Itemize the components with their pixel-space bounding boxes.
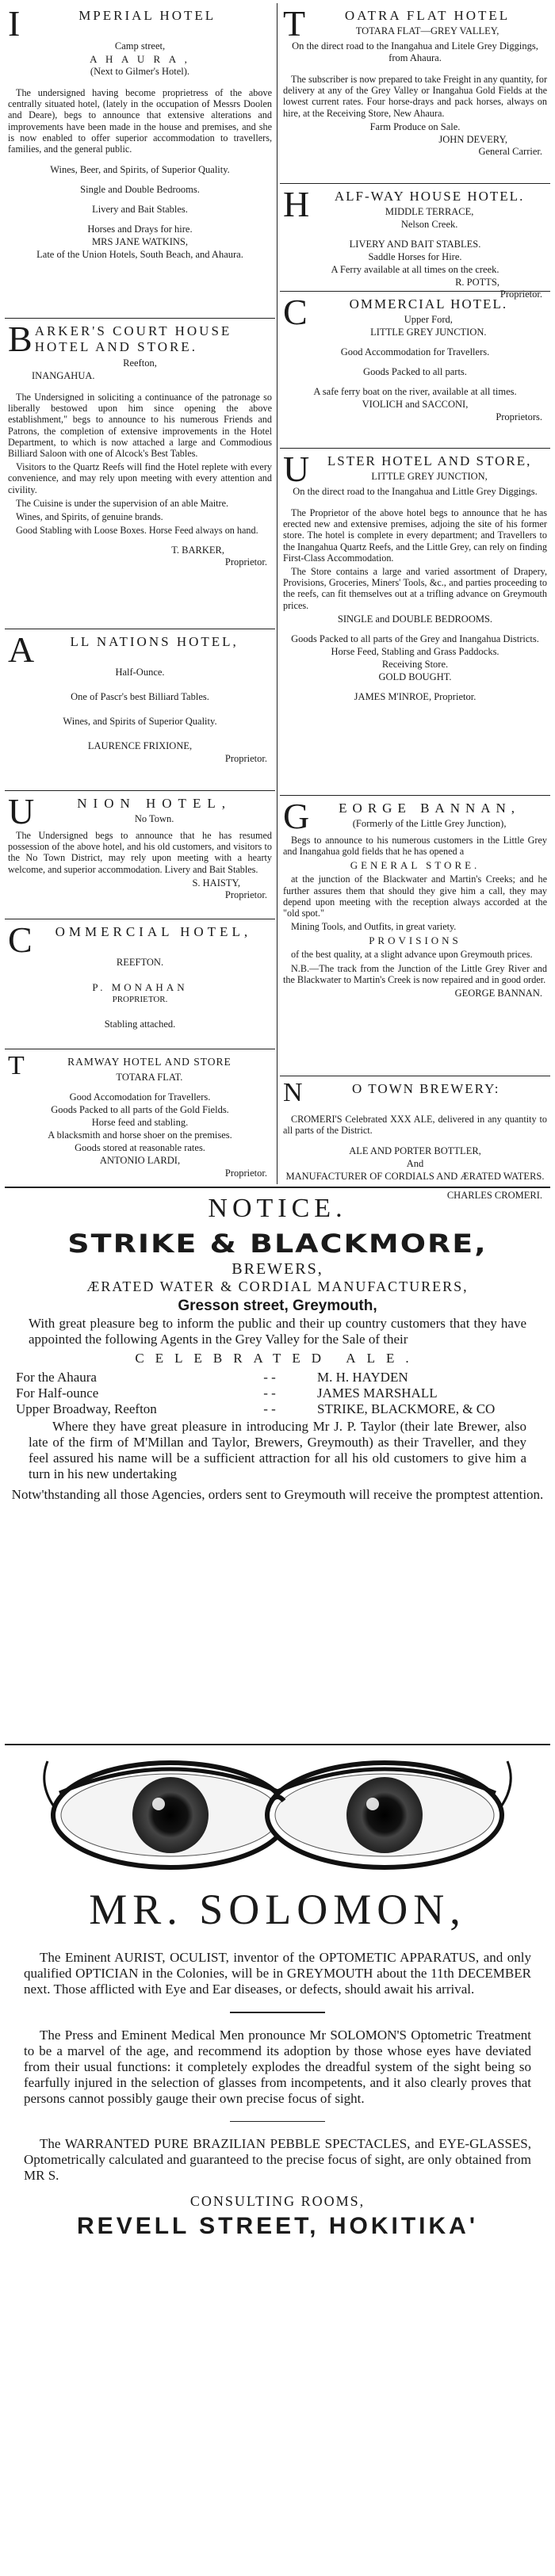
ad-body: The subscriber is now prepared to take Freight in any quantity, for delivery at any of the Grey Valley or Inangahua Gold Fields at the lowest current rates. Four horse-drays and pack horses, always on hire, at the Receiving Store, New Ahaura. bbox=[283, 74, 547, 119]
ad-sig-title: Proprietor. bbox=[224, 556, 267, 568]
ad-sig-note: Late of the Union Hotels, South Beach, and Ahaura. bbox=[36, 249, 243, 261]
ad-line: Horse feed and stabling. bbox=[91, 1117, 189, 1128]
section-divider bbox=[5, 1744, 550, 1745]
ad-body: The Cuisine is under the supervision of an able Maitre. bbox=[16, 497, 229, 509]
ad-body: CROMERI'S Celebrated XXX ALE, delivered in any quantity to all parts of the District. bbox=[283, 1114, 547, 1137]
advertisement-columns bbox=[5, 3, 550, 1202]
ad-body: of the best quality, at a slight advance upon Greymouth prices. bbox=[291, 949, 533, 961]
ad-sig-title: Proprietor. bbox=[224, 889, 267, 900]
ad-sig-title: General Carrier. bbox=[478, 145, 542, 157]
firm-name: STRIKE & BLACKMORE, bbox=[67, 1229, 488, 1259]
ad-half-way-house-hotel bbox=[280, 184, 550, 300]
ad-body: The Proprietor of the above hotel begs to announce that he has erected new and extensive premises, adjoing the site of his former store. The hotel is complete in every department; and Travellers to the Inangahua Quartz Reefs, and the Little Grey, can rely on finding First-Class Accommodation. bbox=[283, 507, 547, 564]
solomon-para: The Eminent AURIST, OCULIST, inventor of the OPTOMETIC APPARATUS, and only qualified OPTICIAN in the Colonies, will be in GREYMOUTH about the 11th DECEMBER next. Those afflicted with Eye and Ear diseases, or defects, should await his arrival. bbox=[24, 1950, 531, 1997]
section-divider bbox=[230, 2121, 325, 2123]
ad-line: INANGAHUA. bbox=[32, 370, 95, 381]
agent-row bbox=[16, 1370, 539, 1385]
ad-body: Good Stabling with Loose Boxes. Horse Feed always on hand. bbox=[16, 525, 258, 537]
ad-signature: CHARLES CROMERI. bbox=[446, 1190, 542, 1202]
agent-row bbox=[16, 1385, 539, 1401]
ad-line: On the direct road to the Inangahua and Litele Grey Diggings, from Ahaura. bbox=[292, 40, 538, 63]
ad-union-hotel bbox=[5, 791, 275, 919]
ad-line: P. MONAHAN bbox=[92, 981, 188, 993]
agents-table bbox=[16, 1370, 539, 1417]
ad-line: Half-Ounce. bbox=[115, 667, 165, 678]
ad-sig-title: Proprietor. bbox=[224, 1168, 267, 1179]
ad-line: Horse Feed, Stabling and Grass Paddocks. bbox=[331, 645, 500, 657]
ad-title: G EORGE BANNAN, bbox=[283, 796, 521, 836]
ad-signature: VIOLICH and SACCONI, bbox=[362, 399, 469, 410]
ad-line: TOTARA FLAT. bbox=[116, 1072, 183, 1083]
ad-line: Good Accommodation for Travellers. bbox=[340, 346, 490, 357]
ad-title: A LL NATIONS HOTEL, bbox=[8, 629, 239, 670]
firm-sub-brewers: BREWERS, bbox=[232, 1260, 323, 1278]
ad-line: Wines, and Spirits of Superior Quality. bbox=[63, 716, 217, 727]
section-divider bbox=[230, 2012, 325, 2013]
ad-body: Mining Tools, and Outfits, in great variety. bbox=[291, 921, 457, 933]
ad-title: C OMMERCIAL HOTEL, bbox=[8, 919, 252, 960]
ad-line: MANUFACTURER OF CORDIALS AND ÆRATED WATERS. bbox=[285, 1171, 545, 1183]
ad-body: Wines, and Spirits, of genuine brands. bbox=[16, 511, 163, 523]
ad-body: The Undersigned in soliciting a continuance of the patronage so liberally bestowed upon him since opening the above establishment," begs to announce to his numerous Friends and Patrons, the completion of extensive improvements in the Hotel Department, to which is now attached a large and Commodious Billiard Saloon with one of Alcock's Best Tables. bbox=[8, 392, 272, 460]
ad-title: N O TOWN BREWERY: bbox=[283, 1078, 500, 1107]
ad-title: H ALF-WAY HOUSE HOTEL. bbox=[283, 184, 525, 224]
ad-body: Begs to announce to his numerous customers in the Little Grey and Inangahua gold fields that he has opened a bbox=[283, 835, 547, 858]
ad-line: No Town. bbox=[134, 813, 174, 824]
ad-ulster-hotel bbox=[280, 449, 550, 796]
consulting-rooms: CONSULTING ROOMS, bbox=[189, 2193, 366, 2209]
ad-line: Goods Packed to all parts of the Grey and Inangahua Districts. bbox=[291, 633, 539, 644]
ad-line: A safe ferry boat on the river, available at all times. bbox=[313, 386, 517, 397]
ad-line: Receiving Store. bbox=[381, 658, 449, 670]
ad-title: T RAMWAY HOTEL AND STORE bbox=[8, 1051, 232, 1080]
ad-body: N.B.—The track from the Junction of the Little Grey River and the Blackwater to Martin's Creek is now repaired and in good order. bbox=[283, 962, 547, 985]
ad-line: And bbox=[406, 1158, 424, 1170]
ad-line: Goods Packed to all parts. bbox=[363, 366, 467, 377]
ad-title: C OMMERCIAL HOTEL. bbox=[283, 292, 508, 332]
ad-line: PROPRIETOR. bbox=[112, 995, 168, 1004]
ad-sig-title: Proprietor. bbox=[500, 289, 542, 300]
ad-title: I MPERIAL HOTEL bbox=[8, 3, 216, 44]
ad-sig-title: Proprietor. bbox=[224, 753, 267, 764]
ad-signature: JOHN DEVERY, bbox=[438, 133, 507, 145]
ad-signature: GEORGE BANNAN. bbox=[454, 988, 542, 999]
ad-sig-title: Proprietors. bbox=[496, 411, 542, 422]
firm-address: Gresson street, Greymouth, bbox=[178, 1298, 377, 1314]
ad-line: Goods stored at reasonable rates. bbox=[75, 1142, 205, 1153]
ad-imperial-hotel bbox=[5, 3, 275, 319]
ad-signature: S. HAISTY, bbox=[192, 877, 240, 889]
ad-commercial-hotel-reefton bbox=[5, 919, 275, 1049]
ad-line: TOTARA FLAT—GREY VALLEY, bbox=[355, 25, 500, 36]
ad-line: Goods Packed to all parts of the Gold Fields. bbox=[51, 1104, 229, 1115]
ad-title: U LSTER HOTEL AND STORE, bbox=[283, 449, 532, 489]
notice-title: NOTICE. bbox=[208, 1194, 347, 1223]
ad-heading: PROVISIONS bbox=[369, 934, 461, 947]
ad-body: at the junction of the Blackwater and Martin's Creeks; and he further assures them that should they give him a call, they may depend upon meeting with the reception always accorded at the "old spot." bbox=[283, 873, 547, 919]
ad-signature: T. BARKER, bbox=[171, 545, 224, 556]
ad-body: Visitors to the Quartz Reefs will find the Hotel replete with every convenience, and may rely upon meeting with every attention and civility. bbox=[8, 461, 272, 495]
agent-dash: - - bbox=[263, 1370, 276, 1385]
agent-place: For the Ahaura bbox=[16, 1370, 97, 1385]
solomon-para: The WARRANTED PURE BRAZILIAN PEBBLE SPECTACLES, and EYE-GLASSES, Optometrically calculated and guaranteed to the precise focus of sight, are only obtained from MR S. bbox=[24, 2136, 531, 2183]
ad-line: SINGLE and DOUBLE BEDROOMS. bbox=[337, 613, 493, 625]
ad-line: REEFTON. bbox=[116, 957, 164, 968]
ad-line: Farm Produce on Sale. bbox=[369, 120, 461, 132]
ad-line: Saddle Horses for Hire. bbox=[368, 251, 462, 262]
ad-barkers-hotel bbox=[5, 319, 275, 629]
ad-line: Single and Double Bedrooms. bbox=[80, 184, 200, 196]
ad-line: One of Pascr's best Billiard Tables. bbox=[71, 691, 209, 702]
ad-line: LIVERY AND BAIT STABLES. bbox=[349, 239, 481, 250]
spectacles-eyes-icon bbox=[32, 1753, 523, 1872]
ad-line: A blacksmith and horse shoer on the premises. bbox=[48, 1129, 232, 1141]
agent-place: Upper Broadway, Reefton bbox=[16, 1401, 157, 1416]
agent-name: STRIKE, BLACKMORE, & CO bbox=[317, 1401, 496, 1416]
agent-name: M. H. HAYDEN bbox=[317, 1370, 408, 1385]
ad-all-nations-hotel bbox=[5, 629, 275, 791]
ad-line: Nelson Creek. bbox=[400, 219, 458, 230]
ad-line: ALE AND PORTER BOTTLER, bbox=[349, 1145, 481, 1157]
right-column bbox=[280, 3, 550, 1202]
ad-line: Horses and Drays for hire. bbox=[87, 224, 193, 235]
notice-para: Where they have great pleasure in introducing Mr J. P. Taylor (their late Brewer, also late of the firm of M'Millan and Taylor, Brewers, Greymouth) as their Traveller, and they feel assured his name will be a sufficient attraction for all his old customers to give him a turn in his new undertaking bbox=[29, 1419, 526, 1481]
notice-footer: Notw'thstanding all those Agencies, orders sent to Greymouth will receive the promptest attention. bbox=[11, 1487, 544, 1502]
notice-ale-heading: CELEBRATED ALE. bbox=[135, 1351, 420, 1366]
ad-commercial-hotel-upper-ford bbox=[280, 292, 550, 449]
agent-dash: - - bbox=[263, 1385, 276, 1401]
ad-line: GOLD BOUGHT. bbox=[378, 671, 452, 682]
ad-line: Upper Ford, bbox=[404, 314, 453, 325]
agent-place: For Half-ounce bbox=[16, 1385, 99, 1401]
notice-strike-blackmore bbox=[5, 1189, 550, 1503]
section-divider bbox=[5, 1187, 550, 1188]
solomon-para: The Press and Eminent Medical Men pronounce Mr SOLOMON'S Optometric Treatment to be a marvel of the age, and recommend its adoption by those whose eyes have deviated from their usual functions: it completely explodes the dreadful system of the sight being so fearfully injured in the selection of glasses from incompetents, and it also clearly proves that persons cannot possibly gauge their own precise focus of sight. bbox=[24, 2027, 531, 2106]
ad-line: A H A U R A , bbox=[90, 53, 190, 65]
ad-line: Stabling attached. bbox=[104, 1019, 176, 1030]
ad-george-bannan bbox=[280, 796, 550, 1076]
notice-para: With great pleasure beg to inform the public and their up country customers that they have appointed the following Agents in the Grey Valley for the Sale of their bbox=[29, 1316, 526, 1347]
ad-line: (Next to Gilmer's Hotel). bbox=[90, 66, 190, 77]
solomon-name: MR. SOLOMON, bbox=[89, 1886, 466, 1933]
agent-row bbox=[16, 1401, 539, 1417]
ad-line: LITTLE GREY JUNCTION. bbox=[370, 327, 487, 338]
ad-line: Good Accomodation for Travellers. bbox=[69, 1091, 211, 1103]
ad-title: T OATRA FLAT HOTEL bbox=[283, 3, 511, 44]
ad-title: BARKER'S COURT HOUSE HOTEL AND STORE. bbox=[8, 319, 232, 359]
ad-line: Livery and Bait Stables. bbox=[92, 204, 188, 216]
ad-line: A Ferry available at all times on the creek. bbox=[331, 264, 500, 275]
left-column bbox=[5, 3, 275, 1184]
ad-line: LITTLE GREY JUNCTION, bbox=[371, 471, 488, 482]
firm-sub-manufacturers: ÆRATED WATER & CORDIAL MANUFACTURERS, bbox=[86, 1278, 469, 1294]
agent-dash: - - bbox=[263, 1401, 276, 1416]
ad-line: On the direct road to the Inangahua and Little Grey Diggings. bbox=[293, 486, 538, 497]
ad-signature: ANTONIO LARDI, bbox=[99, 1155, 181, 1166]
ad-line: (Formerly of the Little Grey Junction), bbox=[352, 818, 507, 829]
ad-signature: MRS JANE WATKINS, bbox=[92, 236, 188, 248]
ad-toatra-flat-hotel bbox=[280, 3, 550, 184]
ad-line: Reefton, bbox=[123, 357, 157, 369]
ad-mr-solomon bbox=[5, 1747, 550, 2240]
ad-body: The Store contains a large and varied assortment of Drapery, Provisions, Groceries, Miners' Tools, &c., and parties proceeding to the reefs, can fit themselves out at a trifling advance on Greymouth prices. bbox=[283, 566, 547, 611]
ad-line: Wines, Beer, and Spirits, of Superior Quality. bbox=[50, 164, 230, 176]
newspaper-page bbox=[5, 3, 550, 2573]
ad-title: U NION HOTEL, bbox=[8, 791, 232, 831]
consulting-address: REVELL STREET, HOKITIKA' bbox=[77, 2213, 478, 2239]
ad-signature: JAMES M'INROE, Proprietor. bbox=[354, 690, 477, 702]
ad-line: MIDDLE TERRACE, bbox=[385, 206, 474, 217]
ad-signature: R. POTTS, bbox=[455, 277, 500, 288]
column-rule bbox=[277, 3, 278, 1184]
ad-line: Camp street, bbox=[114, 40, 166, 52]
agent-name: JAMES MARSHALL bbox=[317, 1385, 438, 1401]
ad-heading: GENERAL STORE. bbox=[350, 859, 480, 872]
ad-body: The undersigned having become proprietress of the above centrally situated hotel, (lately in the occupation of Messrs Doolen and Deare), begs to announce that extensive alterations and improvements have been made in the house and premises, and she is now enabled to offer superior accommodation to travellers, families, and the general public. bbox=[8, 87, 272, 155]
ad-signature: LAURENCE FRIXIONE, bbox=[87, 740, 193, 751]
ad-body: The Undersigned begs to announce that he has resumed possession of the above hotel, and his old customers, and visitors to the No Town District, may rely upon meeting with a hearty welcome, and superior accommodation. Livery and Bait Stables. bbox=[8, 830, 272, 875]
